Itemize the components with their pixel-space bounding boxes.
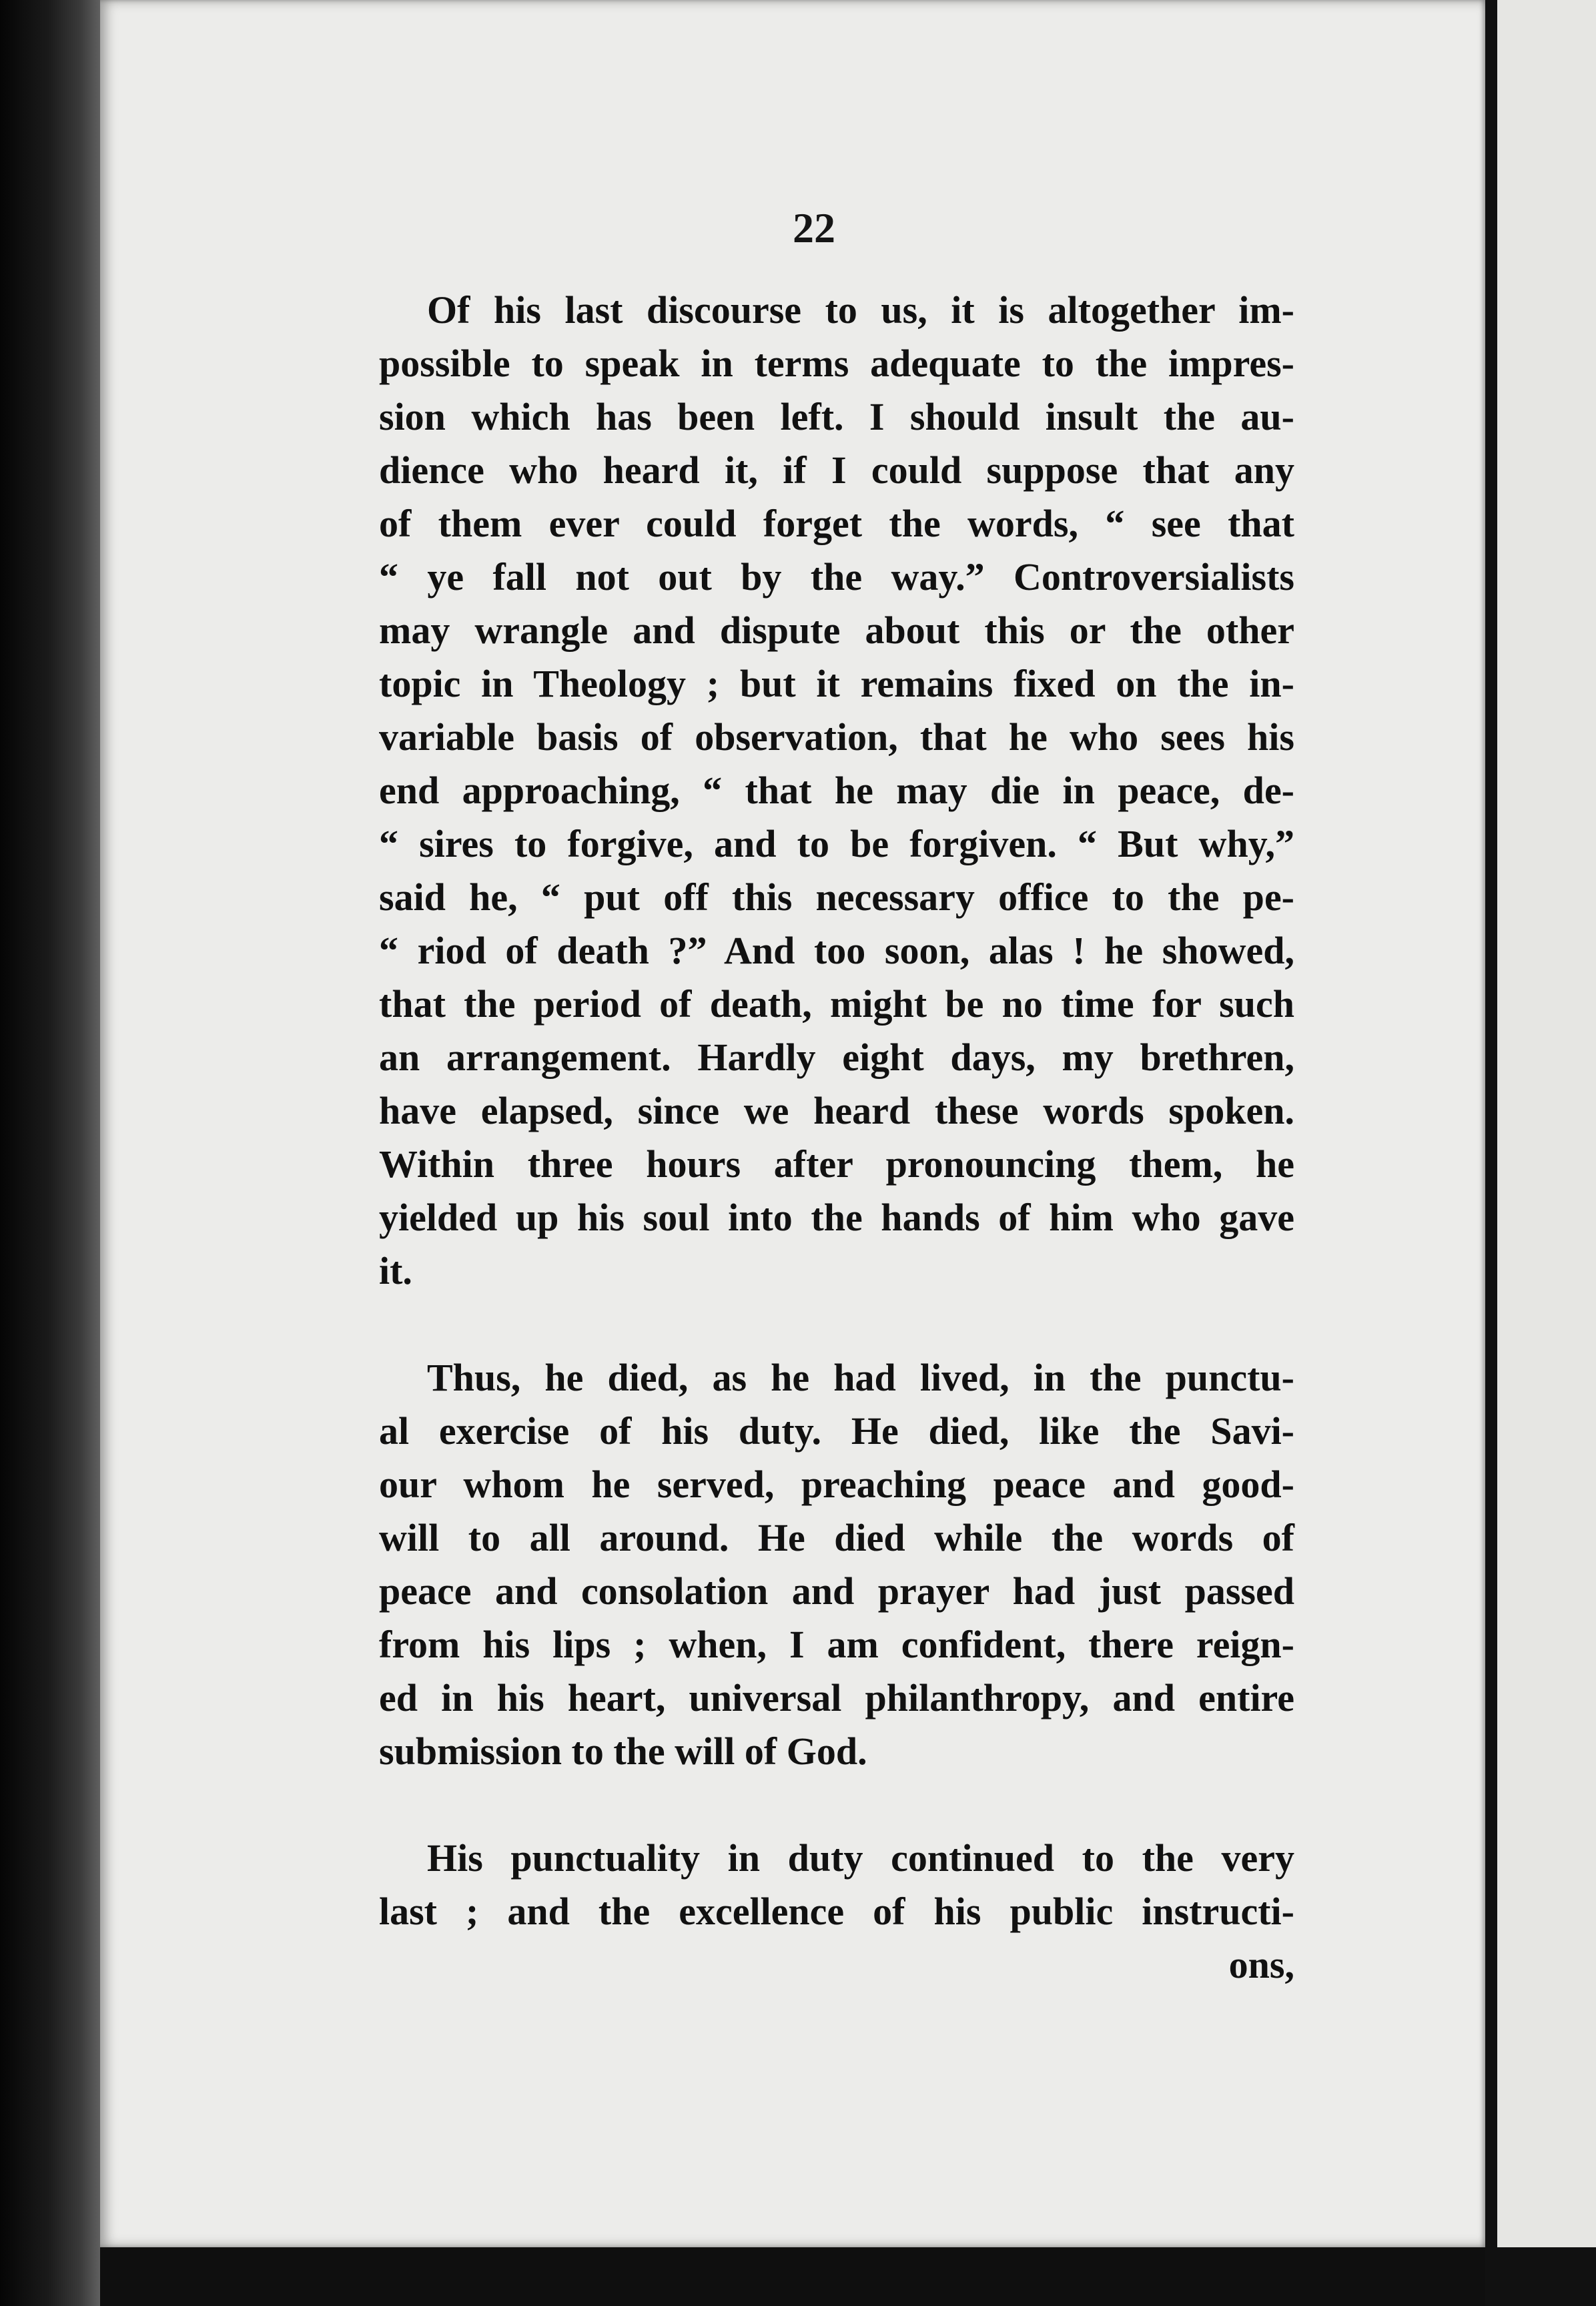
text-line: submission to the will of God.: [379, 1730, 867, 1773]
paragraph: [379, 284, 1294, 1298]
text-line: Thus, he died, as he had lived, in the punctu-: [427, 1356, 1294, 1399]
text-line: sion which has been left. I should insult the au-: [379, 395, 1294, 438]
text-line: Of his last discourse to us, it is altogether im-: [427, 288, 1294, 332]
text-line: have elapsed, since we heard these words spoken.: [379, 1089, 1294, 1132]
text-line: topic in Theology ; but it remains fixed on the in-: [379, 662, 1294, 705]
text-line: His punctuality in duty continued to the very: [427, 1836, 1294, 1880]
text-line: possible to speak in terms adequate to the impres-: [379, 342, 1294, 385]
page-gutter: [1485, 0, 1497, 2306]
text-line: said he, “ put off this necessary office to the pe-: [379, 875, 1294, 919]
next-page-edge: [1497, 0, 1596, 2306]
text-line: our whom he served, preaching peace and good-: [379, 1463, 1294, 1506]
text-line: end approaching, “ that he may die in peace, de-: [379, 769, 1294, 812]
text-line: Within three hours after pronouncing them, he: [379, 1142, 1294, 1186]
text-line: ed in his heart, universal philanthropy, and entire: [379, 1676, 1294, 1719]
text-line: that the period of death, might be no time for such: [379, 982, 1294, 1026]
catchword: ons,: [1228, 1943, 1294, 1986]
next-page-bottom-edge: [1497, 2247, 1596, 2306]
text-line: peace and consolation and prayer had just passed: [379, 1569, 1294, 1613]
text-line: of them ever could forget the words, “ see that: [379, 502, 1294, 545]
text-line: variable basis of observation, that he who sees his: [379, 715, 1294, 759]
text-line: last ; and the excellence of his public instructi-: [379, 1890, 1294, 1933]
book-binding: [0, 0, 107, 2306]
body-text: [379, 284, 1294, 1992]
text-line: “ sires to forgive, and to be forgiven. “ But why,”: [379, 822, 1294, 865]
text-line: “ riod of death ?” And too soon, alas ! he showed,: [379, 929, 1294, 972]
text-line: from his lips ; when, I am confident, there reign-: [379, 1623, 1294, 1666]
text-line: will to all around. He died while the words of: [379, 1516, 1294, 1559]
text-line: al exercise of his duty. He died, like the Savi-: [379, 1409, 1294, 1453]
paragraph: [379, 1351, 1294, 1778]
paragraph: [379, 1832, 1294, 1938]
text-line: may wrangle and dispute about this or the other: [379, 609, 1294, 652]
page-number: 22: [793, 204, 835, 252]
text-line: “ ye fall not out by the way.” Controversialists: [379, 555, 1294, 599]
text-line: it.: [379, 1249, 412, 1292]
text-line: an arrangement. Hardly eight days, my brethren,: [379, 1036, 1294, 1079]
text-line: yielded up his soul into the hands of him who gave: [379, 1196, 1294, 1239]
text-line: dience who heard it, if I could suppose that any: [379, 448, 1294, 492]
page-bottom-edge: [100, 2247, 1485, 2306]
